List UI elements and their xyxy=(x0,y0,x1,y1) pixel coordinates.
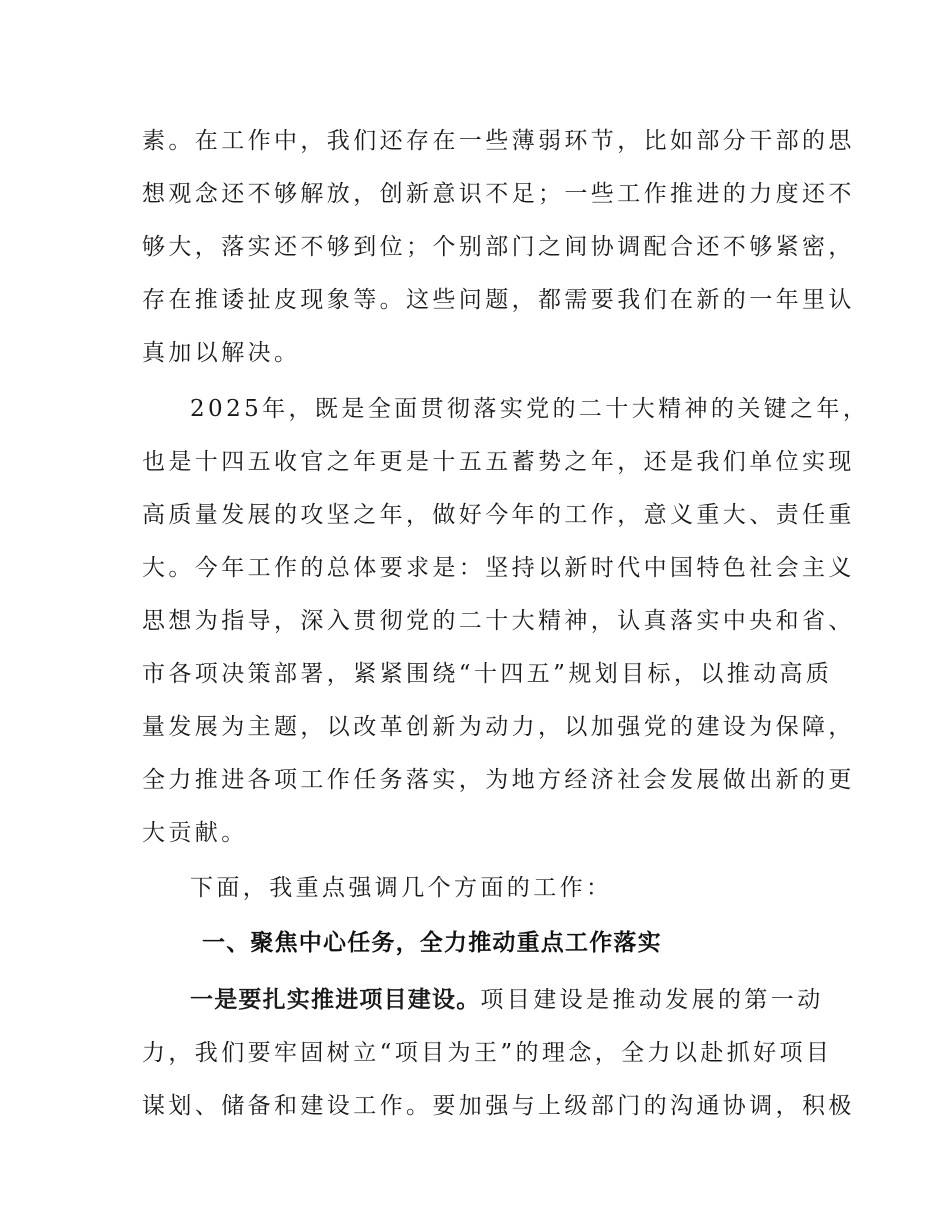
paragraph-line: 谋划、储备和建设工作。要加强与上级部门的沟通协调，积极 xyxy=(142,1093,855,1119)
paragraph-line: 真加以解决。 xyxy=(142,340,301,366)
paragraph-line: 量发展为主题，以改革创新为动力，以加强党的建设为保障， xyxy=(142,714,855,740)
paragraph-lead-phrase: 一是要扎实推进项目建设。 xyxy=(190,987,481,1013)
paragraph-line-rest: 项目建设是推动发展的第一动 xyxy=(480,987,824,1013)
paragraph-line: 想观念还不够解放，创新意识不足；一些工作推进的力度还不 xyxy=(142,181,855,207)
paragraph-first-line xyxy=(190,985,824,1015)
paragraph-line: 市各项决策部署，紧紧围绕“十四五”规划目标，以推动高质 xyxy=(142,661,833,687)
paragraph-line: 存在推诿扯皮现象等。这些问题，都需要我们在新的一年里认 xyxy=(142,287,855,313)
paragraph-line: 大贡献。 xyxy=(142,820,248,846)
paragraph-line: 下面，我重点强调几个方面的工作： xyxy=(190,875,613,901)
paragraph-line: 大。今年工作的总体要求是：坚持以新时代中国特色社会主义 xyxy=(142,555,855,581)
paragraph-line: 也是十四五收官之年更是十五五蓄势之年，还是我们单位实现 xyxy=(142,449,855,475)
paragraph-line: 全力推进各项工作任务落实，为地方经济社会发展做出新的更 xyxy=(142,767,855,793)
paragraph-line: 力，我们要牢固树立“项目为王”的理念，全力以赴抓好项目 xyxy=(142,1040,833,1066)
paragraph-line: 高质量发展的攻坚之年，做好今年的工作，意义重大、责任重 xyxy=(142,502,855,528)
section-heading: 一、聚焦中心任务，全力推动重点工作落实 xyxy=(202,930,662,956)
paragraph-line: 素。在工作中，我们还存在一些薄弱环节，比如部分干部的思 xyxy=(142,128,855,154)
paragraph-line: 2025年，既是全面贯彻落实党的二十大精神的关键之年， xyxy=(190,396,870,422)
paragraph-line: 够大，落实还不够到位；个别部门之间协调配合还不够紧密， xyxy=(142,234,855,260)
paragraph-line: 思想为指导，深入贯彻党的二十大精神，认真落实中央和省、 xyxy=(142,608,855,634)
